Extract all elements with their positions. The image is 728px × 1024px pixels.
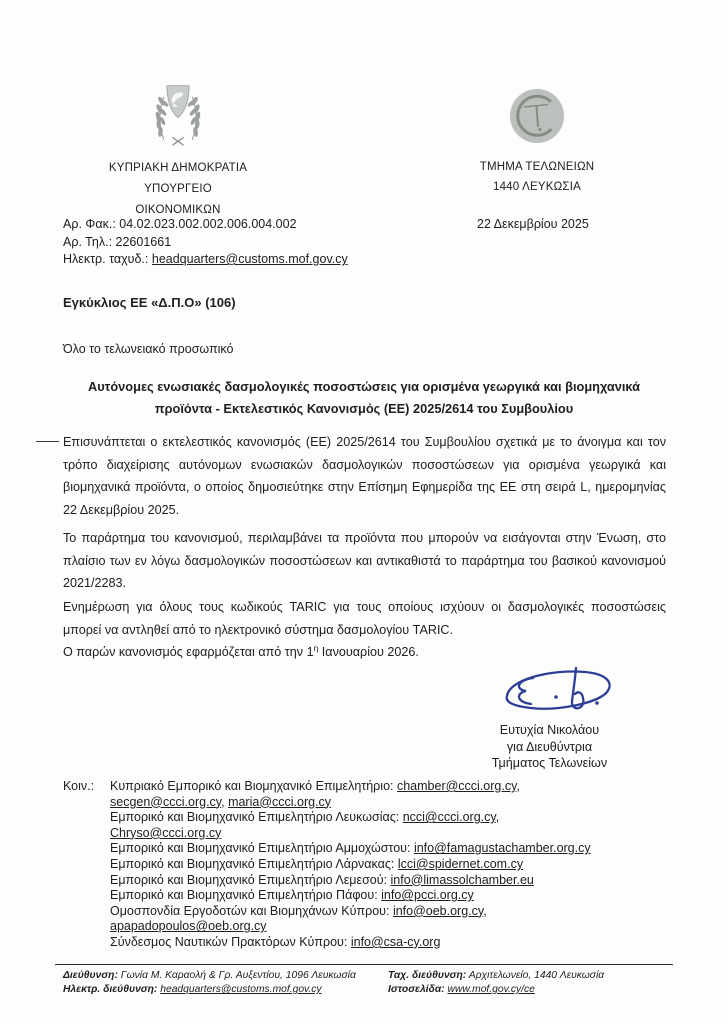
- customs-line1: ΤΜΗΜΑ ΤΕΛΩΝΕΙΩΝ: [479, 161, 595, 173]
- email-link[interactable]: info@famagustachamber.org.cy: [413, 841, 591, 856]
- cc-label: Κοιν.:: [63, 779, 95, 793]
- header-email-link[interactable]: headquarters@customs.mof.gov.cy: [151, 252, 348, 266]
- letter-date: 22 Δεκεμβρίου 2025: [477, 217, 589, 231]
- footer-left-column: [63, 969, 388, 997]
- file-number-value: 04.02.023.002.002.006.004.002: [119, 217, 297, 231]
- email-link[interactable]: Chryso@ccci.org.cy: [110, 825, 222, 840]
- email-link[interactable]: secgen@ccci.org.cy: [110, 794, 222, 809]
- republic-line1: ΚΥΠΡΙΑΚΗ ΔΗΜΟΚΡΑΤΙΑ: [108, 162, 248, 174]
- subject-headline: Αυτόνομες ενωσιακές δασμολογικές ποσοστώσεις για ορισμένα γεωργικά και βιομηχανικά προϊόντα - Εκτελεστικός Κανονισμός (ΕΕ) 2025/2614 του Συμβουλίου: [87, 379, 641, 416]
- footer-rule: [55, 964, 673, 965]
- cc-text: ,: [516, 779, 520, 793]
- customs-line2: 1440 ΛΕΥΚΩΣΙΑ: [492, 181, 581, 193]
- footer-postal-line: [388, 969, 669, 983]
- body-paragraph-1: Επισυνάπτεται ο εκτελεστικός κανονισμός (ΕΕ) 2025/2614 του Συμβουλίου σχετικά με το άνοιγμα και τον τρόπο διαχείρισης αυτόνομων ενωσιακών δασμολογικών ποσοστώσεων για ορισμένα γεωργικά και βιομηχανικά προϊόντα, ο οποίος δημοσιεύτηκε στην Επίσημη Εφημερίδα της ΕΕ στη σειρά L, ημερομηνίας 22 Δεκεμβρίου 2025.: [63, 435, 666, 517]
- phone-label: Αρ. Τηλ.:: [63, 234, 113, 249]
- cc-text: ,: [495, 810, 500, 825]
- footer-address-value: Γωνία Μ. Καραολή & Γρ. Αυξεντίου, 1096 Λευκωσία: [117, 970, 356, 981]
- signatory-role-2: Τμήματος Τελωνείων: [491, 756, 608, 770]
- margin-dash: [36, 441, 59, 442]
- footer-address-label: Διεύθυνση:: [63, 970, 118, 981]
- cc-item: [110, 779, 669, 810]
- cc-item: [110, 935, 669, 951]
- cyprus-coat-of-arms-icon: [145, 80, 211, 152]
- cc-text: Εμπορικό και Βιομηχανικό Επιμελητήριο Λάρνακας:: [110, 856, 398, 871]
- cc-list: [110, 779, 669, 951]
- footer-address-line: [63, 969, 388, 983]
- file-number-line: [63, 216, 348, 234]
- paragraph4-text: Ο παρών κανονισμός εφαρμόζεται από την 1: [63, 645, 314, 659]
- cc-item: [110, 873, 669, 889]
- header-republic: [103, 80, 253, 221]
- email-label: Ηλεκτρ. ταχυδ.:: [63, 252, 149, 266]
- body-paragraph-4: [63, 641, 666, 664]
- footer-postal-value: Αρχιτελωνείο, 1440 Λευκωσία: [466, 970, 605, 981]
- cc-text: Εμπορικό και Βιομηχανικό Επιμελητήριο Λεμεσού:: [110, 872, 391, 887]
- footer-email-label: Ηλεκτρ. διεύθυνση:: [63, 984, 158, 995]
- header-customs: [466, 88, 608, 197]
- email-link[interactable]: maria@ccci.org.cy: [228, 794, 332, 809]
- footer-email-line: [63, 983, 388, 997]
- customs-seal-icon: [509, 88, 565, 144]
- addressee-line: Όλο το τελωνειακό προσωπικό: [63, 342, 234, 356]
- cc-item: [110, 888, 669, 904]
- footer-web-label: Ιστοσελίδα:: [388, 984, 445, 995]
- body-paragraph-3: Ενημέρωση για όλους τους κωδικούς TARIC για τους οποίους ισχύουν οι δασμολογικές ποσοστώσεις μπορεί να αντληθεί από το ηλεκτρονικό σύστημα δασμολογίου TARIC.: [63, 600, 666, 637]
- footer-right-column: [388, 969, 669, 997]
- cc-text: Εμπορικό και Βιομηχανικό Επιμελητήριο Αμμοχώστου:: [110, 841, 414, 856]
- cc-item: [110, 810, 669, 841]
- paragraph4-text-end: Ιανουαρίου 2026.: [318, 645, 419, 659]
- cc-text: Εμπορικό και Βιομηχανικό Επιμελητήριο Λευκωσίας:: [110, 810, 403, 825]
- email-link[interactable]: ncci@ccci.org.cy: [402, 810, 496, 825]
- cc-text: Εμπορικό και Βιομηχανικό Επιμελητήριο Πάφου:: [110, 888, 382, 903]
- cc-text: Κυπριακό Εμπορικό και Βιομηχανικό Επιμελητήριο:: [110, 779, 397, 793]
- cc-item: [110, 857, 669, 873]
- file-number-label: Αρ. Φακ.:: [63, 217, 116, 231]
- signatory-role-1: για Διευθύντρια: [506, 739, 593, 754]
- handwritten-signature: [487, 663, 629, 721]
- cc-text: ,: [221, 794, 229, 809]
- phone-line: [63, 234, 348, 252]
- email-link[interactable]: lcci@spidernet.com.cy: [397, 856, 524, 871]
- signature-block: [462, 722, 637, 772]
- email-link[interactable]: apapadopoulos@oeb.org.cy: [110, 919, 267, 934]
- email-link[interactable]: info@csa-cy.org: [350, 934, 441, 949]
- paragraph4-superscript: η: [313, 642, 319, 653]
- cc-text: ,: [483, 903, 487, 918]
- email-link[interactable]: info@oeb.org.cy: [392, 903, 484, 918]
- body-paragraph-2: Το παράρτημα του κανονισμού, περιλαμβάνει τα προϊόντα που μπορούν να εισάγονται στην Ένωση, στο πλαίσιο των εν λόγω δασμολογικών ποσοστώσεων και αντικαθιστά το παράρτημα του βασικού κανονισμού 2021/2283.: [63, 531, 666, 590]
- cc-text: Ομοσπονδία Εργοδοτών και Βιομηχάνων Κύπρου:: [110, 903, 393, 918]
- reference-block: [63, 216, 348, 269]
- email-link[interactable]: chamber@ccci.org.cy: [396, 779, 517, 793]
- email-line: [63, 251, 348, 269]
- email-link[interactable]: info@limassolchamber.eu: [390, 872, 534, 887]
- circular-title: Εγκύκλιος ΕΕ «Δ.Π.Ο» (106): [63, 295, 236, 310]
- phone-value: 22601661: [115, 234, 172, 249]
- footer-website-link[interactable]: www.mof.gov.cy/ce: [447, 984, 535, 995]
- footer: [63, 969, 669, 997]
- email-link[interactable]: info@pcci.org.cy: [381, 888, 474, 903]
- cc-text: Σύνδεσμος Ναυτικών Πρακτόρων Κύπρου:: [110, 934, 351, 949]
- signatory-name: Ευτυχία Νικολάου: [499, 723, 600, 737]
- footer-web-line: [388, 983, 669, 997]
- footer-postal-label: Ταχ. διεύθυνση:: [388, 970, 467, 981]
- ministry-line2: ΥΠΟΥΡΓΕΙΟ ΟΙΚΟΝΟΜΙΚΩΝ: [135, 183, 221, 216]
- cc-item: [110, 841, 669, 857]
- cc-item: [110, 904, 669, 935]
- cc-block: [63, 779, 669, 951]
- footer-email-link[interactable]: headquarters@customs.mof.gov.cy: [160, 984, 322, 995]
